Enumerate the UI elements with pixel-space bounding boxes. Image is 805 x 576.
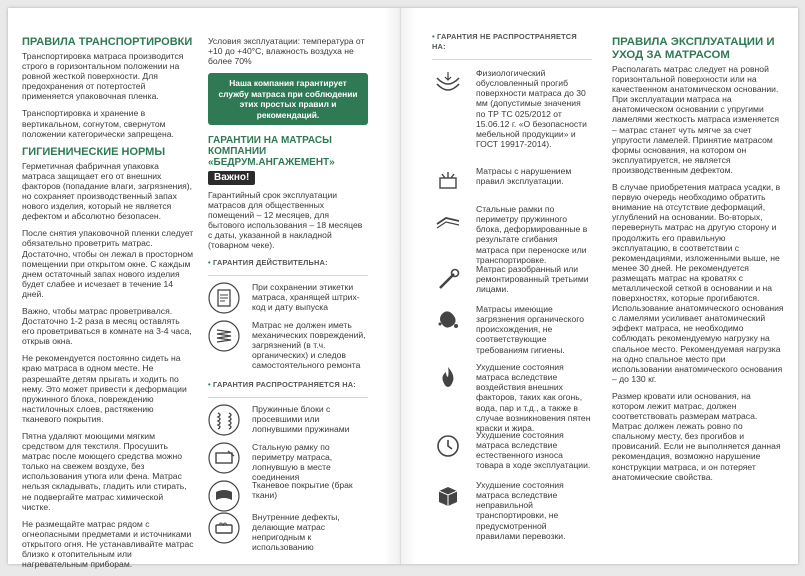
item-text: Матрасы имеющие загрязнения органического происхождения, не соответствующие требованиям гигиены. — [476, 304, 584, 355]
guarantee-paragraph: Гарантийный срок эксплуатации матрасов для общественных помещений – 12 месяцев, для бытового использования – 18 месяцев с даты, указанной в накладной (товарном чеке). — [208, 190, 363, 251]
divider — [208, 275, 368, 276]
subheading-valid: • ГАРАНТИЯ ДЕЙСТВИТЕЛЬНА: — [208, 257, 328, 267]
subheading-covers: • ГАРАНТИЯ РАСПРОСТРАНЯЕТСЯ НА: — [208, 379, 356, 389]
heading-guarantee: ГАРАНТИИ НА МАТРАСЫ КОМПАНИИ «БЕДРУМ.АНГАЖЕМЕНТ» — [208, 134, 335, 168]
paragraph: Располагать матрас следует на ровной горизонтальной поверхности или на качественном анатомическом основании. При эксплуатации матраса на анатомическом основании с упругими ламелями жесткость матраса изменяется – матрас станет чуть мягче за счет упругости ламелей. Принятие матрасом формы основания, на котором он эксплуатируется, не является производственным дефектом. — [612, 64, 780, 175]
spring-icon — [208, 320, 240, 352]
item-text: Физиологический обусловленный прогиб поверхности матраса до 30 мм (допустимые значения по ТР ТС 025/2012 от 15.06.12 г. «О безопасности мебельной продукции» и ГОСТ 19917-2014). — [476, 68, 587, 149]
item-text: Тканевое покрытие (брак ткани) — [252, 479, 353, 500]
paragraph: Не размещайте матрас рядом с огнеопасными предметами и источниками открытого огня. Не устанавливайте матрас близко к отопительным или нагревательным приборам. — [22, 518, 194, 570]
bent-frame-icon — [432, 204, 464, 236]
item-text: Внутренние дефекты, делающие матрас непригодным к использованию — [252, 511, 340, 553]
spring-block-icon — [208, 404, 240, 436]
item-text: Ухудшение состояния матраса вследствие воздействия внешних факторов, таких как огонь, вода, пар и т.д., а также в случае возникновения пятен краски и жира. — [476, 362, 591, 433]
item-text: Стальные рамки по периметру пружинного блока, деформированные в результате сгибания матраса при переноске или транспортировке. — [476, 204, 588, 265]
wear-icon — [432, 430, 464, 462]
divider — [208, 397, 368, 398]
item-text: При сохранении этикетки матраса, хранящей штрих-код и дату выпуска — [252, 281, 360, 312]
fire-icon — [432, 362, 464, 394]
column-transport — [22, 36, 194, 576]
company-guarantee-box: Наша компания гарантирует службу матраса при соблюдении этих простых правил и рекомендаций. — [208, 73, 368, 125]
document-tag-icon — [208, 282, 240, 314]
list-item — [432, 430, 592, 480]
item-text: Ухудшение состояния матраса вследствие неправильной транспортировки, не предусмотренной правилами перевозки. — [476, 480, 566, 541]
item-text: Матрас разобранный или ремонтированный третьими лицами. — [476, 264, 589, 295]
conditions-text: Условия эксплуатации: температура от +10 до +40°С, влажность воздуха не более 70% — [208, 36, 365, 67]
list-item — [432, 480, 592, 541]
paragraph: Важно, чтобы матрас проветривался. Достаточно 1-2 раза в месяц оставлять его проветриваться в комнате на 3-4 часа, открыв окна. — [22, 305, 192, 347]
center-fold — [400, 8, 401, 564]
brochure-sheet — [8, 8, 798, 570]
heading-usage-rules: ПРАВИЛА ЭКСПЛУАТАЦИИ И УХОД ЗА МАТРАСОМ — [612, 36, 775, 61]
heading-hygiene: ГИГИЕНИЧЕСКИЕ НОРМЫ — [22, 145, 166, 158]
list-item — [432, 68, 592, 166]
paragraph: Пятна удаляют моющими мягким средством для текстиля. Просушить матрас после моющего средства можно только на свежем воздухе, без использования утюга или фена. Матрас нельзя складывать, гладить или стирать, не подвергайте матрас химической чистке. — [22, 431, 187, 512]
frame-icon — [208, 442, 240, 474]
paragraph: Не рекомендуется постоянно сидеть на краю матраса в одном месте. Не разрешайте детям прыгать и ходить по нему. Это может привести к деформации пружинного блока, повреждению настилочных слоев, растяжению тканевого покрытия. — [22, 353, 187, 424]
list-item — [432, 166, 592, 204]
tools-icon — [432, 264, 464, 296]
list-item — [432, 204, 592, 264]
item-text: Матрасы с нарушением правил эксплуатации. — [476, 166, 572, 187]
column-usage-rules — [612, 36, 784, 489]
inner-defect-icon — [208, 512, 240, 544]
subheading-not-covered: • ГАРАНТИЯ НЕ РАСПРОСТРАНЯЕТСЯ НА: — [432, 32, 577, 52]
fabric-icon — [208, 480, 240, 512]
divider — [432, 59, 592, 60]
list-item — [208, 480, 368, 512]
stain-icon — [432, 304, 464, 336]
box-icon — [432, 480, 464, 512]
paragraph: В случае приобретения матраса усадки, в первую очередь необходимо обратить внимание на отсутствие деформаций, углублений на основании. Во-вторых, перевернуть матрас на другую сторону и продолжить его правильную эксплуатацию, в соответствии с рекомендациями, изложенными выше, не менее 30 дней. Не рекомендуется размещать матрас на кроватях с металлической сеткой в основании и на поверхностях, которые прогибаются. Использование анатомического основания с ламелями усиливает анатомический эффект матраса, не необходимо соблюдать рекомендуемую нагрузку на спальное место. Рекомендуемая нагрузка на одно спальное место при использовании анатомического основания – до 130 кг. — [612, 182, 784, 384]
paragraph: После снятия упаковочной пленки следует обязательно проветрить матрас. Достаточно, чтобы он лежал в просторном помещении при открытом окне. С каждым днем остаточный запах нового изделия будет слабее и исчезает в течение 14 дней. — [22, 228, 194, 299]
item-text: Ухудшение состояния матраса вследствие естественного износа товара в ходе эксплуатации. — [476, 430, 591, 471]
sag-icon — [432, 68, 464, 100]
column-guarantee — [208, 36, 368, 553]
paragraph: Герметичная фабричная упаковка матраса защищает его от внешних факторов (попадание влаги, загрязнения), но сохраняет производственный запах нового изделия, который не является дефектом и абсолютно безопасен. — [22, 160, 193, 222]
important-badge: Важно! — [208, 171, 255, 185]
paragraph: Транспортировка и хранение в вертикальном, согнутом, свернутом положении категорически запрещена. — [22, 108, 174, 139]
list-item — [208, 320, 368, 380]
paragraph: Транспортировка матраса производится строго в горизонтальном положении на ровной жесткой поверхности. Для предохранения от потертостей применяется упаковочная пленка. — [22, 51, 184, 102]
list-item — [432, 264, 592, 304]
list-item — [432, 304, 592, 362]
list-item — [208, 441, 368, 483]
list-item — [208, 282, 368, 320]
heading-transport: ПРАВИЛА ТРАНСПОРТИРОВКИ — [22, 36, 193, 48]
list-item — [208, 404, 368, 442]
item-text: Стальную рамку по периметру матраса, лопнувшую в месте соединения — [252, 441, 333, 483]
column-not-covered — [432, 32, 592, 541]
paragraph: Размер кровати или основания, на котором лежит матрас, должен соответствовать размерам матраса. Матрас должен лежать ровно по спальному месту, без прогибов и провисаний. Если не выполняется данная рекомендация, возможно нарушение конструкции матраса, и он потеряет анатомические свойства. — [612, 390, 781, 482]
item-text: Матрас не должен иметь механических повреждений, загрязнений (в т.ч. органических) и следов самостоятельного ремонта — [252, 319, 366, 371]
list-item — [208, 511, 368, 553]
broken-rules-icon — [432, 166, 464, 198]
item-text: Пружинные блоки с просевшими или лопнувшими пружинами — [252, 403, 350, 434]
list-item — [432, 362, 592, 433]
